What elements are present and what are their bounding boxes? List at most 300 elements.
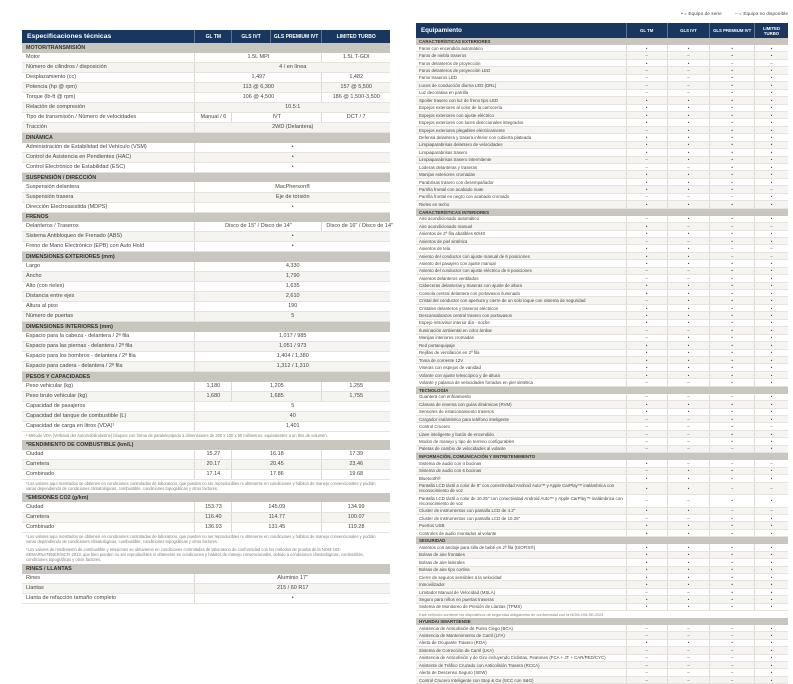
standard-equipment-mark: • [710,275,755,282]
table-row [416,282,788,289]
table-row [416,460,788,467]
table-row [416,596,788,603]
spec-value: 134.99 [322,502,390,512]
not-available-mark: – [710,223,755,230]
standard-equipment-mark: • [667,334,710,341]
not-available-mark: – [667,327,710,334]
row-label: Descansabrazos central trasero con portavasos [416,312,626,319]
spec-value: • [195,162,390,172]
standard-equipment-mark: • [710,371,755,378]
table-row [22,401,390,411]
standard-equipment-mark: • [667,342,710,349]
standard-equipment-mark: • [667,603,710,610]
spec-value: 114.77 [232,512,322,522]
standard-equipment-mark: • [755,164,789,171]
spec-value: 40 [195,412,390,422]
standard-equipment-mark: • [667,141,710,148]
standard-equipment-mark: • [710,364,755,371]
spec-value: 5 [195,312,390,322]
row-label: Peso vehicular (kg) [22,382,195,392]
not-available-mark: – [667,82,710,89]
standard-equipment-mark: • [667,559,710,566]
table-row [416,297,788,304]
spec-value: Disco de 15" / Disco de 14" [195,222,322,232]
not-available-mark: – [626,423,667,430]
standard-equipment-mark: • [667,356,710,363]
standard-equipment-mark: • [755,430,789,437]
spec-value: 4,330 [195,262,390,272]
table-row [22,382,390,392]
standard-equipment-mark: • [755,304,789,311]
section-header-row [416,38,788,45]
table-row [22,62,390,72]
table-row [22,332,390,342]
spec-value: • [195,152,390,162]
standard-equipment-mark: • [755,334,789,341]
section-title: MOTOR/TRANSMISIÓN [22,43,390,53]
row-label: Carretera [22,459,195,469]
section-title: SUSPENSIÓN / DIRECCIÓN [22,172,390,182]
trim-column-header: LIMITED TURBO [755,23,789,38]
standard-equipment-mark: • [755,588,789,595]
standard-equipment-mark: • [755,416,789,423]
not-available-mark: – [626,438,667,445]
standard-equipment-mark: • [710,356,755,363]
spec-value: 1,685 [232,391,322,401]
not-available-mark: – [755,482,789,495]
standard-equipment-mark: • [626,59,667,66]
row-label: Sistema Antibloqueo de Frenado (ABS) [22,232,195,242]
spec-value: 1,404 / 1,380 [195,352,390,362]
standard-equipment-mark: • [626,475,667,482]
standard-equipment-mark: • [626,349,667,356]
standard-equipment-mark: • [710,134,755,141]
row-label: Espacio para cadera - delantera / 2ª fila [22,362,195,372]
not-available-mark: – [626,495,667,508]
table-row [416,141,788,148]
legend-not-available: – = Equipo no disponible [735,11,788,16]
spec-value: 10.5:1 [195,102,390,112]
spec-value: Manual / 6 [195,112,232,122]
row-label: Sistema de Monitoreo de Presión de Llantas (TPMS) [416,603,626,610]
row-label: Guantera con enfriamiento [416,394,626,401]
table-row [22,112,390,122]
row-label: Faros de niebla traseros [416,52,626,59]
table-row [416,334,788,341]
section-title: HYUNDAI SMARTSENSE [416,618,788,625]
spec-value: Aluminio 17" [195,574,390,584]
standard-equipment-mark: • [626,342,667,349]
table-row [416,82,788,89]
table-row [416,178,788,185]
not-available-mark: – [710,460,755,467]
table-row [416,625,788,632]
standard-equipment-mark: • [755,178,789,185]
row-label: Bluetooth® [416,475,626,482]
table-row [416,438,788,445]
trim-column-header: GL TM [626,23,667,38]
table-row [416,89,788,96]
table-row [22,182,390,192]
not-available-mark: – [710,632,755,639]
trim-column-header: GLS PREMIUM IVT [710,23,755,38]
standard-equipment-mark: • [755,529,789,536]
standard-equipment-mark: • [626,544,667,551]
spec-value: DCT / 7 [322,112,390,122]
standard-equipment-mark: • [755,327,789,334]
spec-value: 116.40 [195,512,232,522]
section-header-row [22,252,390,262]
table-row [416,149,788,156]
standard-equipment-mark: • [710,319,755,326]
table-row [416,111,788,118]
standard-equipment-mark: • [710,297,755,304]
section-title: TECNOLOGÍA [416,386,788,394]
table-row [416,475,788,482]
table-row [416,581,788,588]
row-label: Paletas de cambio de velocidades al volante [416,445,626,452]
table-row [416,669,788,676]
table-row [416,495,788,508]
table-row [416,216,788,223]
standard-equipment-mark: • [667,45,710,52]
not-available-mark: – [667,394,710,401]
table-row [416,371,788,378]
standard-equipment-mark: • [667,596,710,603]
standard-equipment-mark: • [755,559,789,566]
standard-equipment-mark: • [755,625,789,632]
section-header-row [416,618,788,625]
standard-equipment-mark: • [626,171,667,178]
standard-equipment-mark: • [755,156,789,163]
spec-value: 19.68 [322,469,390,479]
spec-value: 113 @ 6,300 [195,82,322,92]
row-label: Control Crucero [416,423,626,430]
not-available-mark: – [626,379,667,386]
standard-equipment-mark: • [626,507,667,514]
row-label: Rejillas de ventilación en 2ª fila [416,349,626,356]
not-available-mark: – [667,379,710,386]
row-label: Cierre de seguros sensibles a la velocidad [416,574,626,581]
table-row [416,327,788,334]
spec-value: 119.28 [322,522,390,532]
section-header-row [416,453,788,461]
table-row [22,302,390,312]
table-row [416,588,788,595]
section-title: *RENDIMIENTO DE COMBUSTIBLE (km/L) [22,440,390,450]
row-label: Espejos exteriores con luces direccionales integrados [416,119,626,126]
not-available-mark: – [626,632,667,639]
standard-equipment-mark: • [755,67,789,74]
standard-equipment-mark: • [667,252,710,259]
table-row [416,423,788,430]
not-available-mark: – [626,445,667,452]
spec-value: • [195,593,390,603]
not-available-mark: – [667,237,710,244]
table-row [22,232,390,242]
table-row [416,45,788,52]
table-row [416,379,788,386]
spec-value: 1,312 / 1,310 [195,362,390,372]
row-label: Volante y palanca de velocidades forrados en piel sintética [416,379,626,386]
row-label: Puertos USB [416,522,626,529]
standard-equipment-mark: • [710,408,755,415]
not-available-mark: – [755,507,789,514]
row-label: Espacio para las piernas - delantera / 2ª fila [22,342,195,352]
spec-value: 1,205 [232,382,322,392]
standard-equipment-mark: • [667,104,710,111]
table-row [416,654,788,661]
row-label: Delanteros / Traseros [22,222,195,232]
standard-equipment-mark: • [755,654,789,661]
table-row [416,445,788,452]
row-label: Combinado [22,469,195,479]
spec-value: 1,180 [195,382,232,392]
standard-equipment-mark: • [710,171,755,178]
table-row [416,312,788,319]
standard-equipment-mark: • [755,408,789,415]
table-row [22,412,390,422]
not-available-mark: – [626,82,667,89]
table-row [416,551,788,558]
standard-equipment-mark: • [626,178,667,185]
standard-equipment-mark: • [667,97,710,104]
standard-equipment-mark: • [667,401,710,408]
row-label: Sistema de Corrección de Carril (LKA) [416,647,626,654]
table-row [22,342,390,352]
not-available-mark: – [710,482,755,495]
spec-value: 20.17 [195,459,232,469]
standard-equipment-mark: • [710,551,755,558]
table-row [416,349,788,356]
legend-standard-equipment: • = Equipo de serie [681,11,722,16]
not-available-mark: – [667,632,710,639]
standard-equipment-mark: • [626,460,667,467]
row-label: Sensores de estacionamiento traseros [416,408,626,415]
footnote-row [22,532,390,546]
table-row [22,72,390,82]
standard-equipment-mark: • [755,52,789,59]
table-row [22,502,390,512]
not-available-mark: – [626,237,667,244]
table-row [416,408,788,415]
standard-equipment-mark: • [755,149,789,156]
standard-equipment-mark: • [710,566,755,573]
trim-column-header: GLS PREMIUM IVT [270,30,322,43]
not-available-mark: – [626,654,667,661]
standard-equipment-mark: • [710,201,755,208]
standard-equipment-mark: • [626,522,667,529]
standard-equipment-mark: • [710,149,755,156]
table-row [22,574,390,584]
standard-equipment-mark: • [710,67,755,74]
standard-equipment-mark: • [755,171,789,178]
standard-equipment-mark: • [626,364,667,371]
section-header-row [22,133,390,143]
table-row [22,92,390,102]
standard-equipment-mark: • [755,134,789,141]
data-table [22,30,393,604]
row-label: Modos de manejo y tipo de terreno configurables [416,438,626,445]
table-row [416,97,788,104]
section-title: CARACTERÍSTICAS INTERIORES [416,208,788,216]
standard-equipment-mark: • [755,566,789,573]
standard-equipment-mark: • [710,156,755,163]
row-label: Pantalla LCD táctil a color de 8" con conectividad Android Auto™ y Apple CarPlay™ inalámbrica con reconocimiento de voz [416,482,626,495]
table-row [22,102,390,112]
row-label: Freno de Mano Electrónico (EPB) con Auto Hold [22,242,195,252]
table-row [22,152,390,162]
spec-value: 1.5L MPI [195,53,322,63]
standard-equipment-mark: • [755,275,789,282]
standard-equipment-mark: • [755,379,789,386]
section-header-row [416,386,788,394]
standard-equipment-mark: • [667,134,710,141]
standard-equipment-mark: • [710,495,755,508]
row-label: Rines [22,574,195,584]
row-label: Control Electrónico de Estabilidad (ESC) [22,162,195,172]
table-row [22,459,390,469]
spec-value: 1,255 [322,382,390,392]
section-title: *EMISIONES CO2 (g/km) [22,493,390,503]
not-available-mark: – [626,647,667,654]
spec-value: 1,635 [195,282,390,292]
standard-equipment-mark: • [667,297,710,304]
standard-equipment-mark: • [710,334,755,341]
standard-equipment-mark: • [626,45,667,52]
not-available-mark: – [667,423,710,430]
standard-equipment-mark: • [710,430,755,437]
spec-value: 215 / 60 R17 [195,583,390,593]
spec-value: 106 @ 4,500 [195,92,322,102]
not-available-mark: – [626,74,667,81]
row-label: Espejos exteriores al color de la carrocería [416,104,626,111]
row-label: Asistente de Tráfico Cruzado con Anticolisión Trasera (RCCA) [416,662,626,669]
row-label: Iluminación ambiental en color ámbar [416,327,626,334]
standard-equipment-mark: • [755,401,789,408]
table-row [416,430,788,437]
standard-equipment-mark: • [710,467,755,474]
row-label: Asientos delanteros ventilados [416,275,626,282]
not-available-mark: – [710,654,755,661]
standard-equipment-mark: • [710,74,755,81]
standard-equipment-mark: • [710,588,755,595]
table-row [22,512,390,522]
row-label: Relación de compresión [22,102,195,112]
standard-equipment-mark: • [626,97,667,104]
not-available-mark: – [626,676,667,683]
row-label: Seguro para niños en puertas traseras [416,596,626,603]
standard-equipment-mark: • [626,596,667,603]
standard-equipment-mark: • [710,475,755,482]
row-label: Llave inteligente y botón de encendido [416,430,626,437]
spec-value: 1.5L T-GDI [322,53,390,63]
not-available-mark: – [626,297,667,304]
standard-equipment-mark: • [626,312,667,319]
standard-equipment-mark: • [710,639,755,646]
section-title: PESOS Y CAPACIDADES [22,372,390,382]
not-available-mark: – [626,164,667,171]
row-label: Alto (con rieles) [22,282,195,292]
table-row [22,143,390,153]
row-label: Limpiaparabrisas delantero de velocidades [416,141,626,148]
not-available-mark: – [667,460,710,467]
standard-equipment-mark: • [710,45,755,52]
standard-equipment-mark: • [710,111,755,118]
row-label: Llanta de refacción tamaño completo [22,593,195,603]
standard-equipment-mark: • [710,574,755,581]
footnote-text: ¹ Método VDA (Verband der Automobilindustrie) bloques con forma de paralelepípedo a dimensiones de 200 x 100 x 50 milímetros, equivalentes a un litro de volumen. [26,433,328,439]
row-label: Capacidad de pasajeros [22,401,195,411]
standard-equipment-mark: • [710,312,755,319]
standard-equipment-mark: • [710,342,755,349]
standard-equipment-mark: • [667,507,710,514]
standard-equipment-mark: • [755,632,789,639]
table-row [416,529,788,536]
spec-value: 16.18 [232,450,322,460]
row-label: Control Crucero Inteligente con Stop & Go (SCC con S&G) [416,676,626,683]
row-label: Asiento del conductor con ajuste eléctrico de 6 posiciones [416,267,626,274]
standard-equipment-mark: • [710,216,755,223]
not-available-mark: – [710,507,755,514]
standard-equipment-mark: • [755,495,789,508]
row-label: Faros delanteros de proyección LED [416,67,626,74]
standard-equipment-mark: • [667,312,710,319]
footnote-row [22,479,390,493]
table-row [22,312,390,322]
row-label: Número de cilindros / disposición [22,62,195,72]
standard-equipment-mark: • [710,186,755,193]
standard-equipment-mark: • [755,89,789,96]
not-available-mark: – [755,252,789,259]
standard-equipment-mark: • [755,669,789,676]
row-label: Bolsas de aire tipo cortina [416,566,626,573]
standard-equipment-mark: • [710,290,755,297]
standard-equipment-mark: • [710,522,755,529]
table-row [22,362,390,372]
standard-equipment-mark: • [667,156,710,163]
not-available-mark: – [626,588,667,595]
standard-equipment-mark: • [755,581,789,588]
row-label: Suspensión trasera [22,192,195,202]
standard-equipment-mark: • [626,551,667,558]
footnote-text: *Los valores aquí mostrados se obtienen en condiciones controladas de laboratorio, que pueden no ser reproducibles ni obtenerse en condiciones y hábitos de manejo convencionales y podrán variar dependiendo de condiciones climatológicas, combustible, condiciones topográficas y otros factores. [26,533,376,544]
table-row [22,282,390,292]
table-row [416,126,788,133]
row-label: Toma de corriente 12V [416,356,626,363]
table-row [416,356,788,363]
standard-equipment-mark: • [667,566,710,573]
standard-equipment-mark: • [755,603,789,610]
section-header-row [22,43,390,53]
not-available-mark: – [626,514,667,521]
not-available-mark: – [626,416,667,423]
standard-equipment-mark: • [710,416,755,423]
standard-equipment-mark: • [710,379,755,386]
not-available-mark: – [667,430,710,437]
row-label: Suspensión delantera [22,182,195,192]
table-row [22,162,390,172]
footnote-text: *Los valores de rendimiento de combustible y emisiones se obtuvieron en condiciones controladas de laboratorio de conformidad con los métodos de prueba de la NOM-163-SEMARNATENER/SCFI-2013, que bien pueden no ser reproducibles ni obtenerse en condiciones y hábitos de manejo convencionales, debido a condiciones climatológicas, combustible, condiciones topográficas y otros factores. [26,546,364,563]
standard-equipment-mark: • [667,119,710,126]
spec-value: 17.39 [322,450,390,460]
not-available-mark: – [667,662,710,669]
table-row [416,201,788,208]
not-available-mark: – [667,588,710,595]
standard-equipment-mark: • [667,230,710,237]
standard-equipment-mark: • [667,126,710,133]
table-row [22,222,390,232]
